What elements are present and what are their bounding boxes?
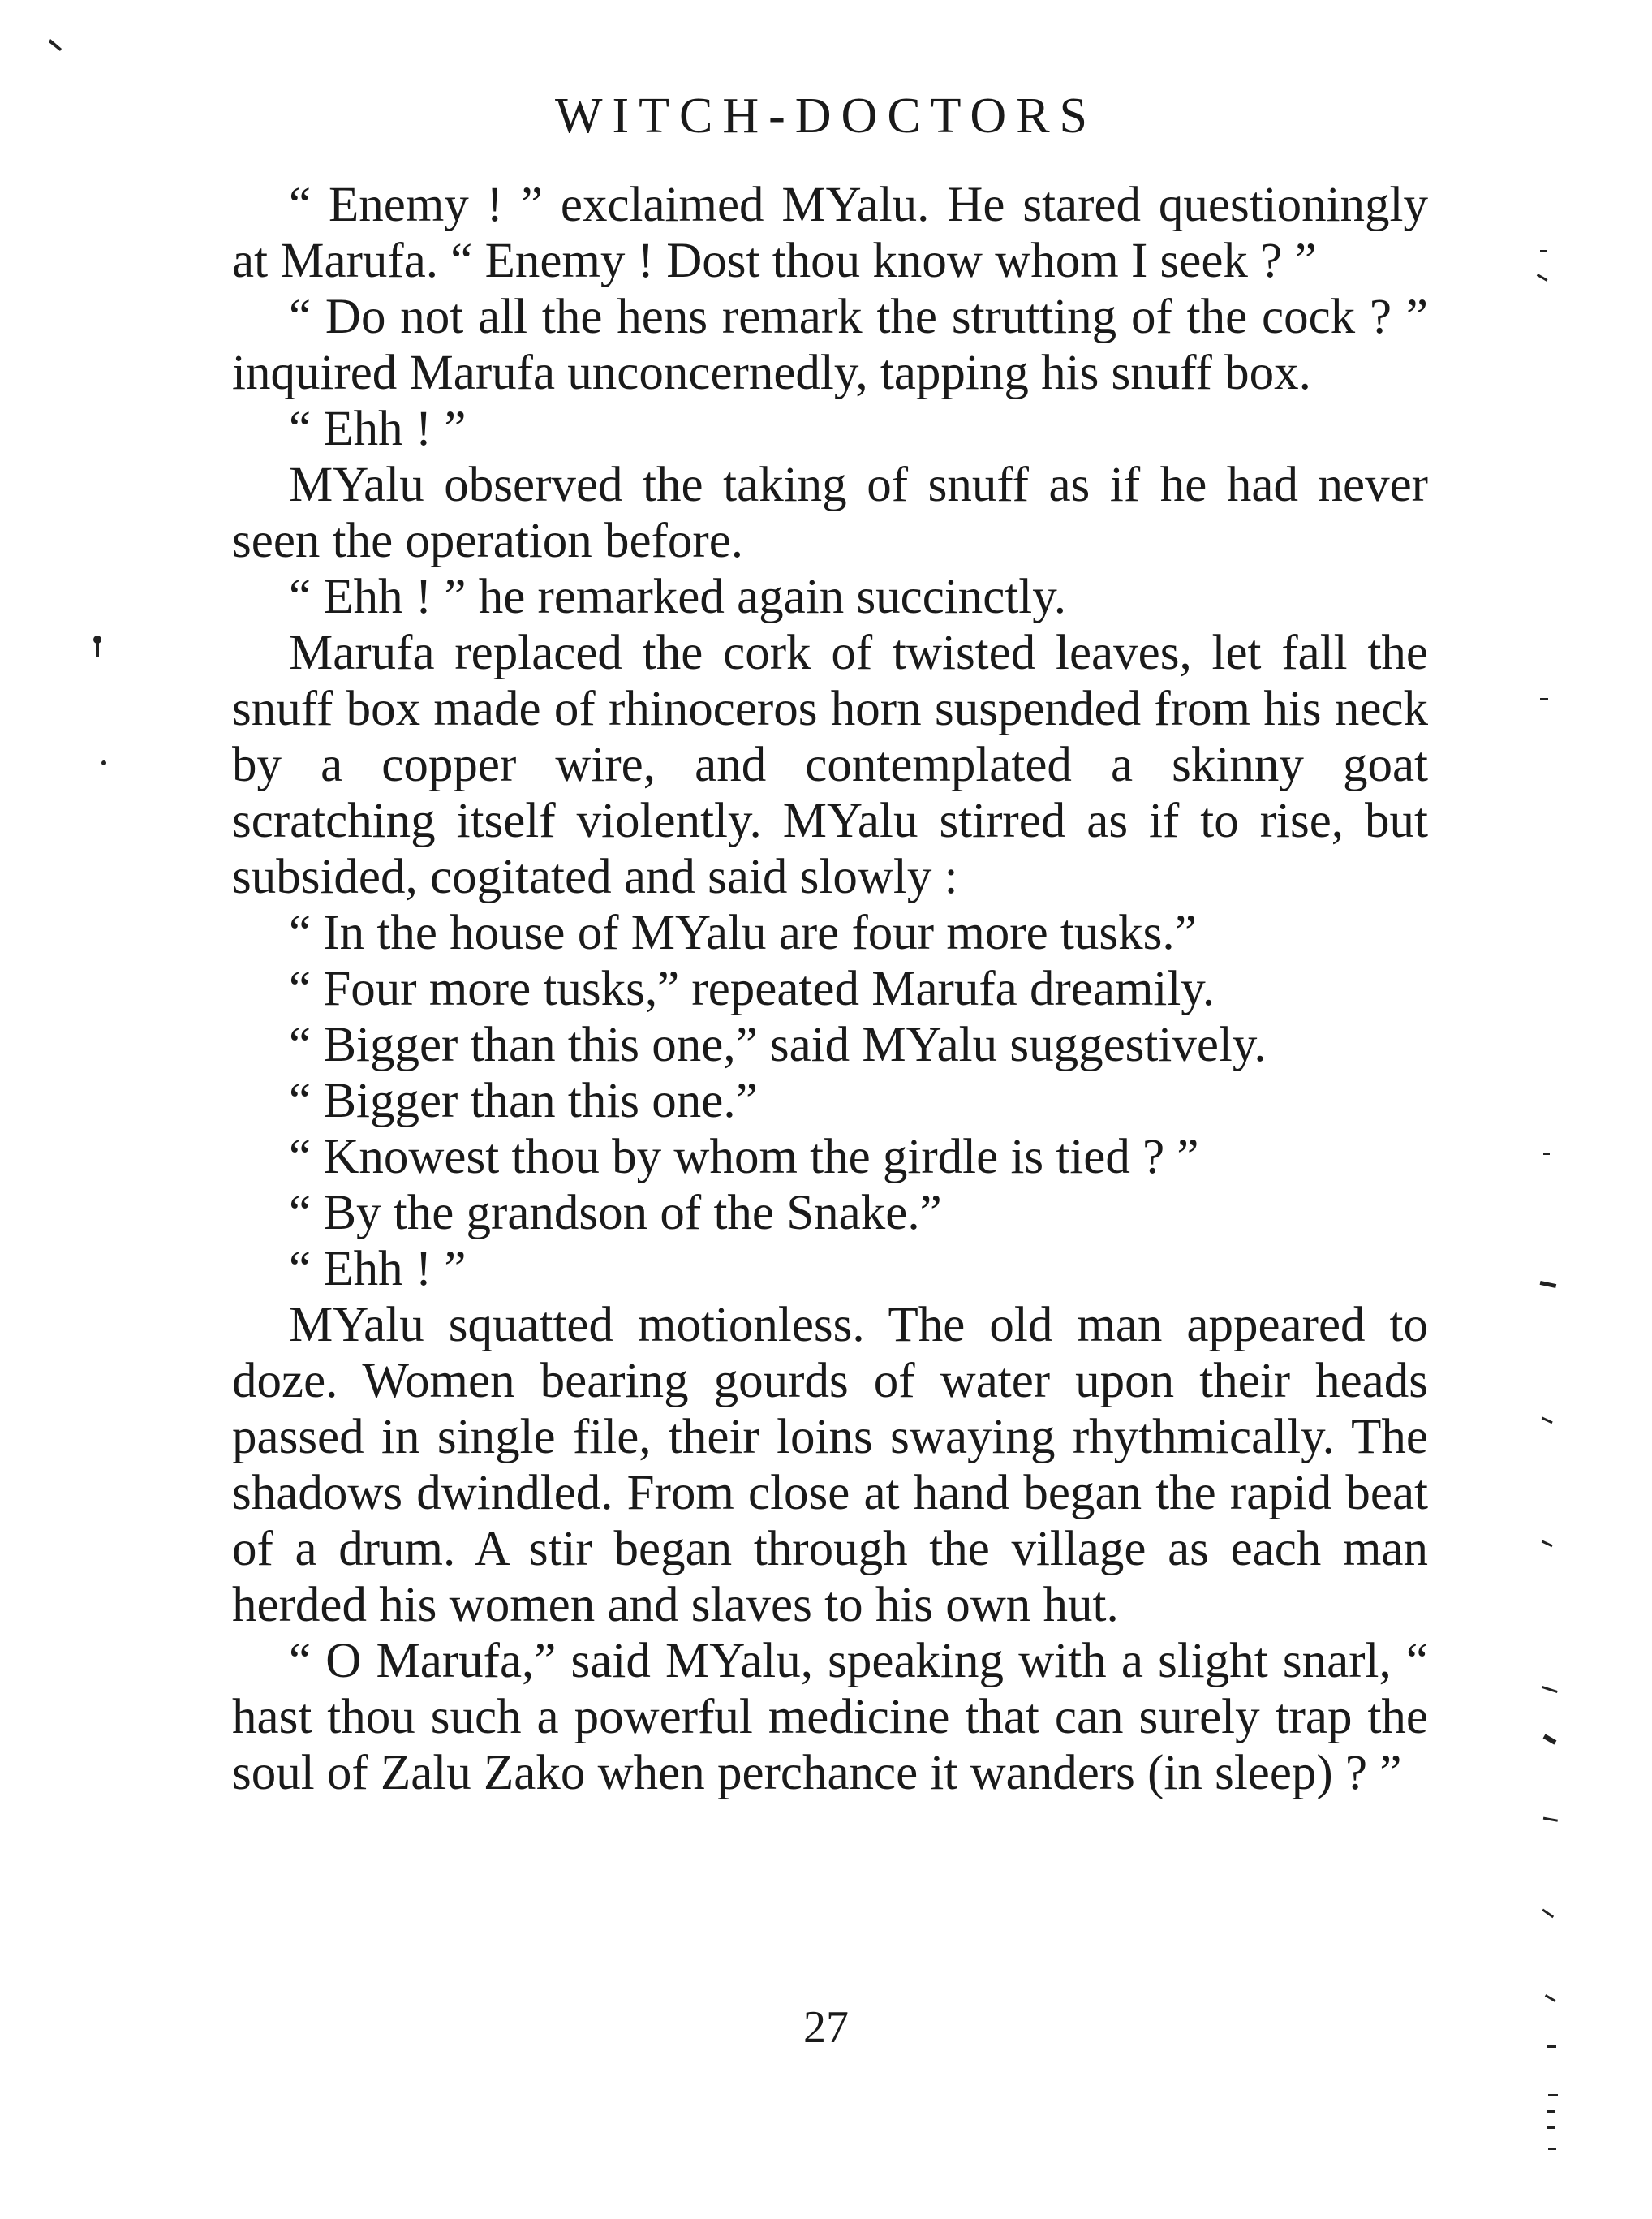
scan-speck [1543, 1153, 1550, 1155]
paragraph: “ By the grandson of the Snake.” [289, 1186, 942, 1240]
scan-speck [1540, 250, 1547, 252]
scan-speck [1542, 1909, 1554, 1919]
scan-speck [1548, 2094, 1558, 2096]
scan-speck [1540, 1281, 1557, 1288]
paragraph: “ Do not all the hens remark the strutting of the cock ? ” inquired Marufa unconcernedly, tapping his snuff box. [232, 290, 1428, 400]
scan-speck [1548, 2148, 1556, 2150]
scan-speck [49, 39, 62, 51]
paragraph: MYalu observed the taking of snuff as if he had never seen the operation before. [232, 458, 1428, 568]
scan-speck [101, 760, 106, 765]
scan-speck [1543, 1817, 1558, 1822]
paragraph: “ Ehh ! ” he remarked again succinctly. [289, 570, 1067, 624]
scan-speck [1542, 1540, 1553, 1548]
paragraph: “ Bigger than this one,” said MYalu suggestively. [289, 1018, 1267, 1072]
paragraph: Marufa replaced the cork of twisted leaves, let fall the snuff box made of rhinoceros horn suspended from his neck by a copper wire, and contemplated a skinny goat scratching itself violently. MYalu stirred as if to rise, but subsided, cogitated and said slowly : [232, 626, 1428, 904]
paragraph: “ O Marufa,” said MYalu, speaking with a slight snarl, “ hast thou such a powerful medicine that can surely trap the soul of Zalu Zako when perchance it wanders (in sleep) ? ” [232, 1634, 1428, 1800]
scan-speck [1547, 2126, 1555, 2129]
scan-speck [1537, 274, 1548, 282]
scan-speck [93, 636, 101, 644]
paragraph: “ Bigger than this one.” [289, 1074, 758, 1128]
page-number: 27 [803, 2002, 849, 2053]
paragraph: “ Enemy ! ” exclaimed MYalu. He stared questioningly at Marufa. “ Enemy ! Dost thou know whom I seek ? ” [232, 178, 1428, 288]
paragraph: MYalu squatted motionless. The old man appeared to doze. Women bearing gourds of water upon their heads passed in single file, their loins swaying rhythmically. The shadows dwindled. From close at hand began the rapid beat of a drum. A stir began through the village as each man herded his women and slaves to his own hut. [232, 1298, 1428, 1632]
scan-speck [1542, 1417, 1553, 1424]
paragraph: “ Four more tusks,” repeated Marufa dreamily. [289, 962, 1215, 1016]
body-text [232, 177, 1428, 1801]
paragraph: “ In the house of MYalu are four more tusks.” [289, 906, 1197, 960]
running-head: WITCH-DOCTORS [554, 88, 1098, 144]
paragraph: “ Ehh ! ” [289, 1242, 467, 1296]
scan-speck [1543, 1734, 1557, 1744]
paragraph: “ Knowest thou by whom the girdle is tied ? ” [289, 1130, 1199, 1184]
scan-speck [1545, 1994, 1556, 2002]
scan-speck [1547, 2110, 1555, 2113]
scan-speck [1540, 698, 1548, 700]
paragraph: “ Ehh ! ” [289, 402, 467, 456]
scan-speck [96, 643, 99, 657]
scan-speck [1542, 1686, 1558, 1693]
